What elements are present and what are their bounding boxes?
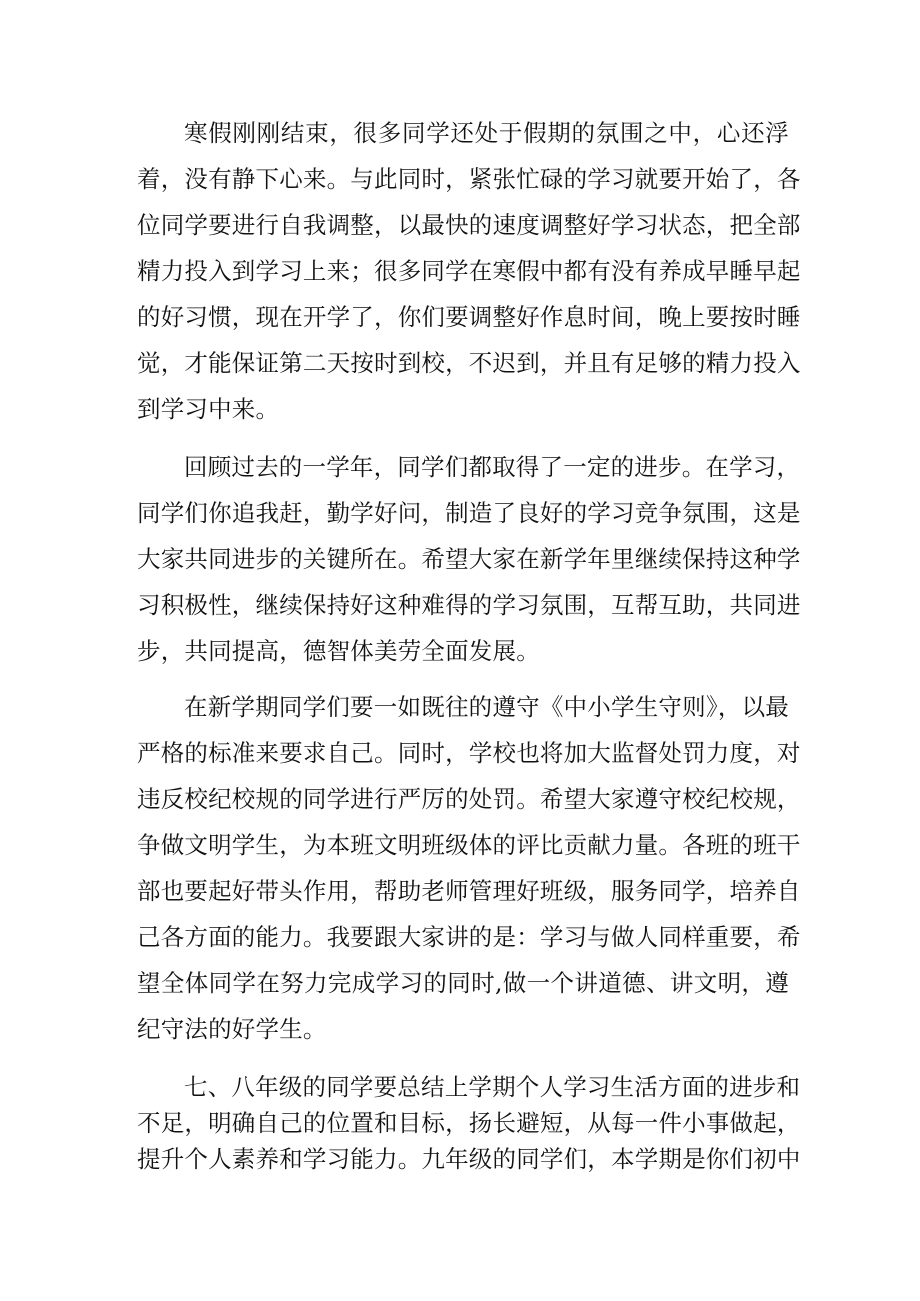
text-line: 位同学要进行自我调整，以最快的速度调整好学习状态，把全部 [137,211,801,239]
text-line: 同学们你追我赶，勤学好问，制造了良好的学习竞争氛围，这是 [137,499,801,527]
text-line: 到学习中来。 [137,395,280,423]
text-line: 的好习惯，现在开学了，你们要调整好作息时间，晚上要按时睡 [137,303,801,331]
text-line: 提升个人素养和学习能力。九年级的同学们，本学期是你们初中 [137,1145,801,1173]
text-line: 纪守法的好学生。 [137,1015,327,1043]
text-line: 在新学期同学们要一如既往的遵守《中小学生守则》，以最 [184,693,789,721]
text-line: 觉，才能保证第二天按时到校，不迟到，并且有足够的精力投入 [137,349,801,377]
text-line: 寒假刚刚结束，很多同学还处于假期的氛围之中，心还浮 [184,119,789,147]
text-line: 七、八年级的同学要总结上学期个人学习生活方面的进步和 [184,1073,801,1101]
text-line: 着，没有静下心来。与此同时，紧张忙碌的学习就要开始了，各 [137,165,801,193]
text-line: 严格的标准来要求自己。同时，学校也将加大监督处罚力度，对 [137,739,801,767]
text-line: 精力投入到学习上来；很多同学在寒假中都有没有养成早睡早起 [137,257,801,285]
text-line: 大家共同进步的关键所在。希望大家在新学年里继续保持这种学 [137,545,801,573]
text-line: 己各方面的能力。我要跟大家讲的是：学习与做人同样重要，希 [137,923,801,951]
text-line: 步，共同提高，德智体美劳全面发展。 [137,637,540,665]
text-line: 争做文明学生，为本班文明班级体的评比贡献力量。各班的班干 [137,831,801,859]
text-line: 回顾过去的一学年，同学们都取得了一定的进步。在学习， [184,453,801,481]
text-line: 习积极性，继续保持好这种难得的学习氛围，互帮互助，共同进 [137,591,801,619]
text-line: 部也要起好带头作用，帮助老师管理好班级，服务同学，培养自 [137,877,801,905]
text-line: 不足，明确自己的位置和目标，扬长避短，从每一件小事做起， [137,1109,801,1137]
text-line: 违反校纪校规的同学进行严厉的处罚。希望大家遵守校纪校规， [137,785,801,813]
text-line: 望全体同学在努力完成学习的同时,做一个讲道德、讲文明，遵 [137,969,789,997]
